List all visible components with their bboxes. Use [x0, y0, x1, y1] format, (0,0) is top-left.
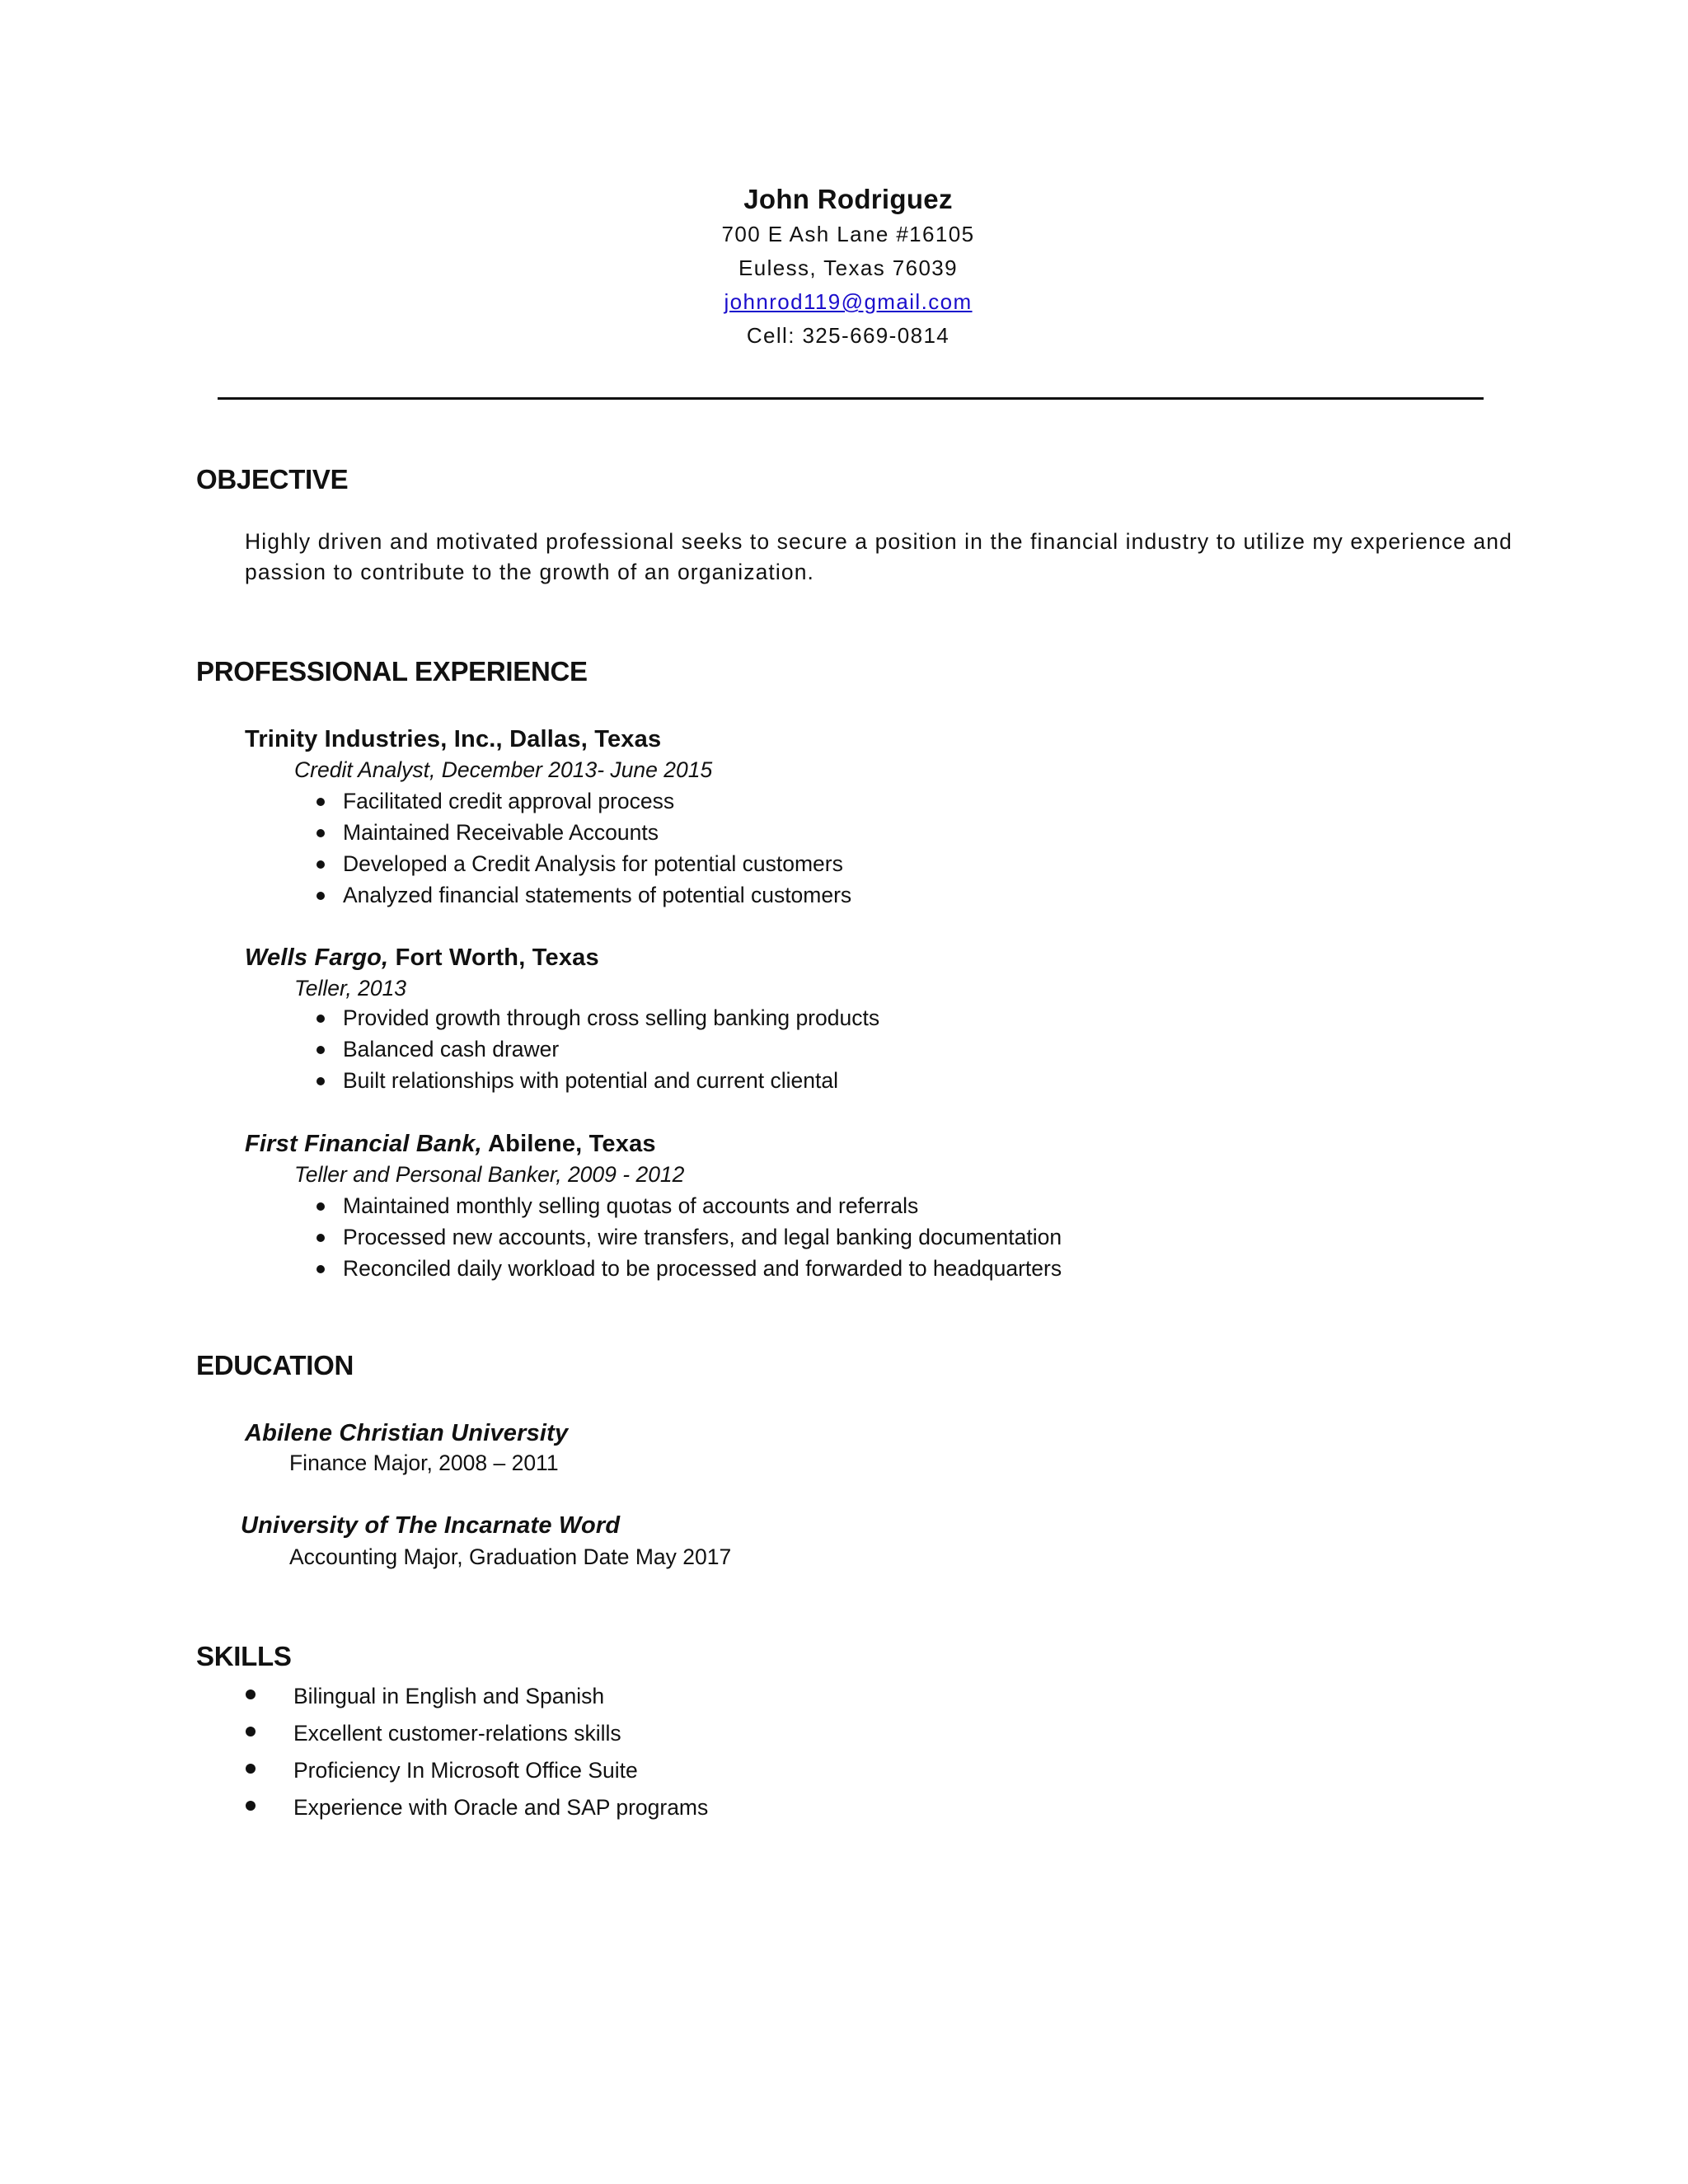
- job-location: Fort Worth, Texas: [395, 944, 599, 971]
- list-item: Built relationships with potential and current cliental: [316, 1065, 879, 1096]
- list-item: Bilingual in English and Spanish: [244, 1678, 708, 1715]
- address-line-1: 700 E Ash Lane #16105: [721, 222, 975, 246]
- list-item: Maintained monthly selling quotas of accounts and referrals: [316, 1190, 1062, 1221]
- experience-heading: PROFESSIONAL EXPERIENCE: [196, 656, 588, 687]
- job-duties-list: [316, 785, 851, 911]
- list-item: Reconciled daily workload to be processed and forwarded to headquarters: [316, 1253, 1062, 1284]
- school-name: Abilene Christian University: [245, 1420, 569, 1446]
- phone-number: Cell: 325-669-0814: [746, 323, 950, 348]
- contact-header: [0, 181, 1688, 353]
- job-location: Dallas, Texas: [509, 726, 662, 752]
- school-name: University of The Incarnate Word: [241, 1512, 621, 1539]
- degree-info: Accounting Major, Graduation Date May 2017: [289, 1544, 732, 1569]
- list-item: Processed new accounts, wire transfers, and legal banking documentation: [316, 1221, 1062, 1253]
- company-name: First Financial Bank,: [245, 1131, 482, 1157]
- list-item: Facilitated credit approval process: [316, 785, 851, 817]
- objective-heading: OBJECTIVE: [196, 464, 349, 494]
- list-item: Maintained Receivable Accounts: [316, 817, 851, 848]
- job-title-wells-fargo: [245, 943, 599, 972]
- job-duties-list: [316, 1002, 879, 1096]
- education-heading: EDUCATION: [196, 1350, 354, 1380]
- company-name: Trinity Industries, Inc.,: [245, 726, 503, 752]
- header-divider: [218, 397, 1484, 400]
- objective-text: Highly driven and motivated professional seeks to secure a position in the financial industry to utilize my experience and passion to contribute to the growth of an organization.: [245, 529, 1512, 584]
- job-title-trinity: [245, 724, 661, 754]
- list-item: Balanced cash drawer: [316, 1033, 879, 1065]
- skills-list: [244, 1678, 708, 1826]
- company-name: Wells Fargo,: [245, 944, 389, 971]
- job-location: Abilene, Texas: [488, 1131, 656, 1157]
- degree-info: Finance Major, 2008 – 2011: [289, 1451, 559, 1475]
- list-item: Provided growth through cross selling banking products: [316, 1002, 879, 1033]
- skills-heading: SKILLS: [196, 1641, 292, 1671]
- job-role: Teller, 2013: [294, 976, 407, 1001]
- list-item: Developed a Credit Analysis for potential customers: [316, 848, 851, 879]
- list-item: Proficiency In Microsoft Office Suite: [244, 1752, 708, 1789]
- job-duties-list: [316, 1190, 1062, 1284]
- job-role: Teller and Personal Banker, 2009 - 2012: [294, 1162, 685, 1187]
- applicant-name: John Rodriguez: [743, 184, 953, 214]
- job-title-first-financial: [245, 1129, 656, 1159]
- address-line-2: Euless, Texas 76039: [738, 255, 959, 280]
- list-item: Experience with Oracle and SAP programs: [244, 1789, 708, 1826]
- list-item: Excellent customer-relations skills: [244, 1715, 708, 1752]
- job-role: Credit Analyst, December 2013- June 2015: [294, 757, 713, 782]
- list-item: Analyzed financial statements of potential customers: [316, 879, 851, 911]
- email-link[interactable]: johnrod119@gmail.com: [724, 289, 973, 314]
